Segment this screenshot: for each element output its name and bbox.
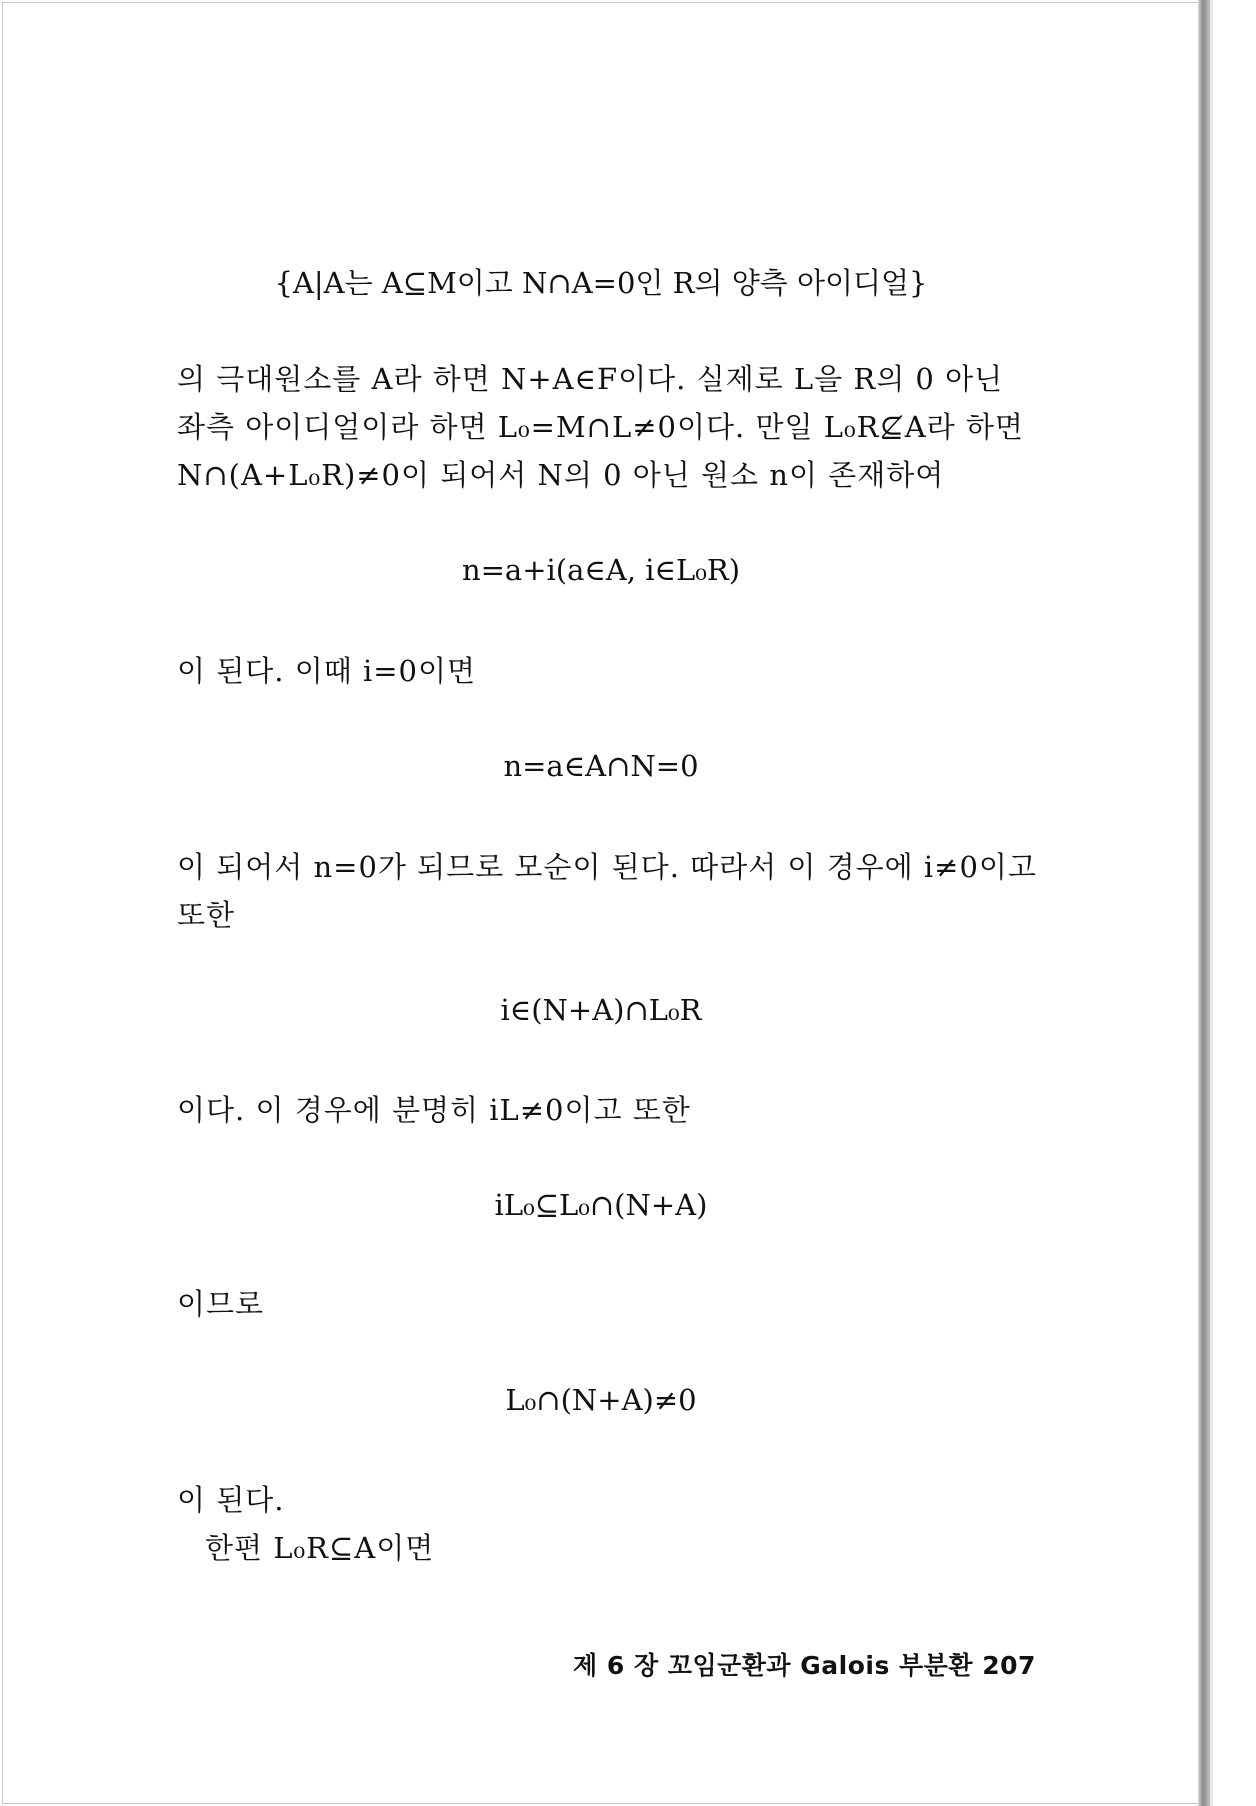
paragraph-1-line-3: N∩(A+L₀R)≠0이 되어서 N의 0 아닌 원소 n이 존재하여 — [177, 458, 945, 492]
equation-4: iL₀⊆L₀∩(N+A) — [494, 1188, 708, 1222]
paragraph-3-line-2: 또한 — [177, 898, 236, 932]
equation-5: L₀∩(N+A)≠0 — [505, 1383, 697, 1417]
text-5: 이므로 — [177, 1287, 265, 1321]
equation-2: n=a∈A∩N=0 — [503, 749, 699, 783]
set-definition: {A|A는 A⊆M이고 N∩A=0인 R의 양측 아이디얼} — [274, 266, 928, 300]
paragraph-1-line-2: 좌측 아이디얼이라 하면 L₀=M∩L≠0이다. 만일 L₀R⊈A라 하면 — [177, 410, 1024, 444]
equation-3: i∈(N+A)∩L₀R — [500, 993, 702, 1027]
page-edge-highlight — [1210, 0, 1213, 1806]
paragraph-3-line-1: 이 되어서 n=0가 되므로 모순이 된다. 따라서 이 경우에 i≠0이고 — [177, 850, 1037, 884]
text-6: 이 된다. — [177, 1483, 285, 1517]
text-2: 이 된다. 이때 i=0이면 — [177, 654, 476, 688]
paragraph-1-line-1: 의 극대원소를 A라 하면 N+A∈F이다. 실제로 L을 R의 0 아닌 — [177, 362, 1004, 396]
equation-1: n=a+i(a∈A, i∈L₀R) — [461, 553, 741, 587]
text-7: 한편 L₀R⊆A이면 — [205, 1531, 435, 1565]
running-footer: 제 6 장 꼬임군환과 Galois 부분환 207 — [573, 1651, 1036, 1680]
text-4: 이다. 이 경우에 분명히 iL≠0이고 또한 — [177, 1093, 691, 1127]
book-page — [2, 2, 1200, 1804]
page-edge-shadow — [1198, 0, 1210, 1806]
